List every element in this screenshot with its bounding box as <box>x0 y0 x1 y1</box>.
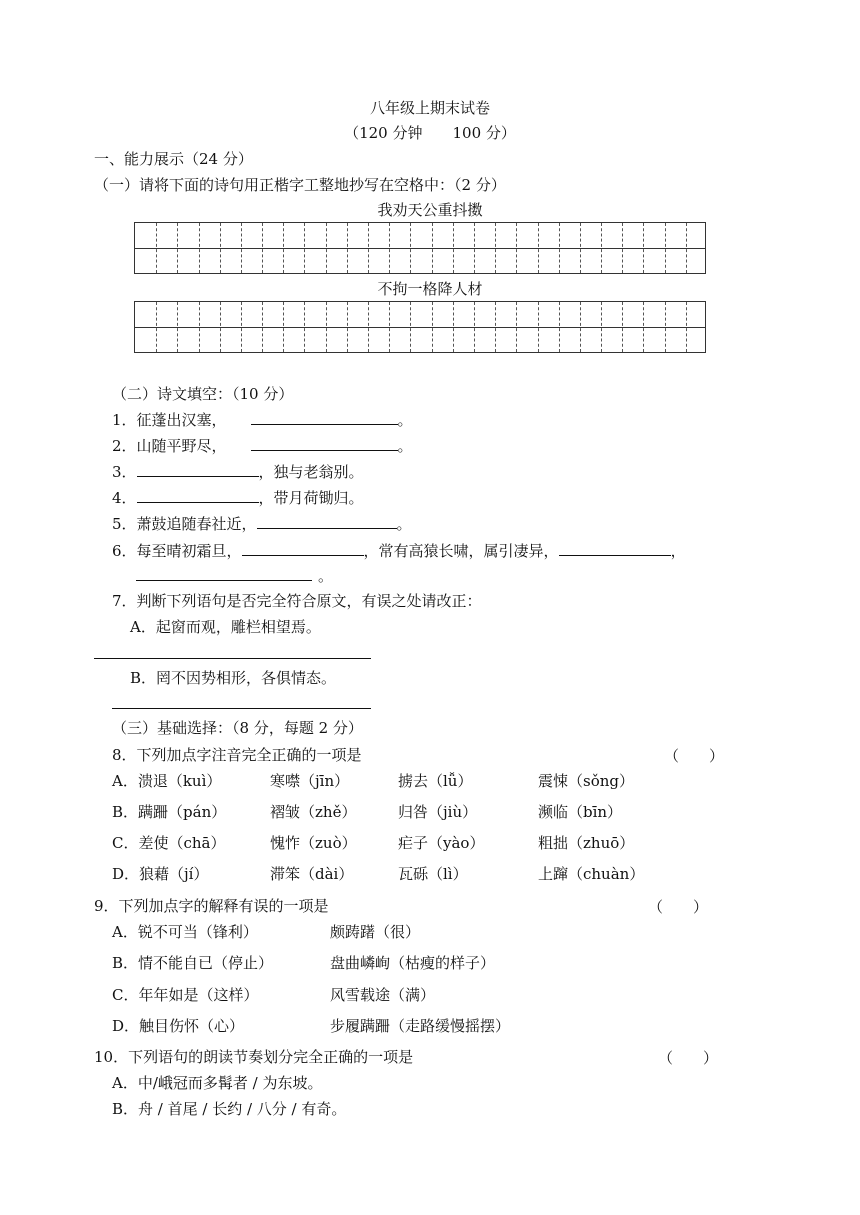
grid-divider <box>580 302 581 352</box>
grid-divider <box>686 223 687 273</box>
part3-heading: （三）基础选择：（8 分，每题 2 分） <box>112 719 363 737</box>
grid-divider <box>410 302 411 352</box>
grid-divider <box>326 302 327 352</box>
question-5 <box>112 514 412 534</box>
writing-grid-1[interactable] <box>134 222 706 274</box>
question-9-option-a-item-1: A．锐不可当（锋利） <box>112 923 258 941</box>
grid-divider <box>241 223 242 273</box>
part1-heading: （一）请将下面的诗句用正楷字工整地抄写在空格中：（2 分） <box>94 176 506 194</box>
answer-blank-6a[interactable] <box>242 541 364 556</box>
grid-divider <box>156 302 157 352</box>
copy-line-1: 我劝天公重抖擞 <box>377 201 483 219</box>
grid-divider <box>262 223 263 273</box>
grid-divider <box>199 223 200 273</box>
answer-blank-6b[interactable] <box>559 541 671 556</box>
grid-divider <box>389 302 390 352</box>
question-10-option-a: A．中/峨冠而多髯者 / 为东坡。 <box>112 1074 323 1092</box>
question-9-option-c-item-2: 风雪载途（满） <box>330 986 436 1004</box>
grid-divider <box>643 302 644 352</box>
question-5-text: 5．萧鼓追随春社近， <box>112 515 257 533</box>
grid-divider <box>177 223 178 273</box>
answer-blank-2[interactable] <box>251 436 398 451</box>
grid-divider <box>283 302 284 352</box>
answer-blank-3[interactable] <box>137 462 259 477</box>
question-8-option-c-item-4: 粗拙（zhuō） <box>538 834 635 852</box>
question-9-option-c-item-1: C．年年如是（这样） <box>112 986 259 1004</box>
question-2-text: 2．山随平野尽， <box>112 437 227 455</box>
grid-divider <box>622 223 623 273</box>
question-9-option-a-item-2: 颇踌躇（很） <box>330 923 421 941</box>
question-9: 9．下列加点字的解释有误的一项是 <box>94 897 329 915</box>
question-6-cont <box>136 566 333 586</box>
grid-divider <box>601 302 602 352</box>
grid-divider <box>304 223 305 273</box>
answer-paren-8[interactable]: （ ） <box>664 747 725 765</box>
grid-divider <box>580 223 581 273</box>
question-6-text-2: ，常有高猿长啸，属引凄异， <box>363 542 559 560</box>
question-6-text: 6．每至晴初霜旦， <box>112 542 242 560</box>
question-9-option-b-item-1: B．情不能自已（停止） <box>112 954 274 972</box>
question-7b: B．罔不因势相形，各俱情态。 <box>130 669 337 687</box>
grid-divider <box>601 223 602 273</box>
question-4-text: ，带月荷锄归。 <box>258 489 364 507</box>
grid-divider <box>326 223 327 273</box>
question-10-option-b: B．舟 / 首尾 / 长约 / 八分 / 有奇。 <box>112 1100 347 1118</box>
grid-divider <box>368 302 369 352</box>
grid-divider <box>304 302 305 352</box>
question-1 <box>112 410 413 430</box>
grid-divider <box>241 302 242 352</box>
question-8-option-c-item-3: 疟子（yào） <box>398 834 485 852</box>
grid-divider <box>665 223 666 273</box>
question-8-option-a-item-4: 震悚（sǒng） <box>538 772 634 790</box>
grid-divider <box>559 223 560 273</box>
comma: ， <box>670 542 686 560</box>
grid-divider <box>538 302 539 352</box>
grid-divider <box>453 223 454 273</box>
answer-line-7b[interactable] <box>112 708 371 709</box>
question-8-option-d-item-1: D．狼藉（jí） <box>112 865 209 883</box>
grid-divider <box>262 302 263 352</box>
grid-divider <box>220 302 221 352</box>
answer-blank-4[interactable] <box>137 488 259 503</box>
exam-title: 八年级上期末试卷 <box>369 99 490 117</box>
grid-divider <box>538 223 539 273</box>
answer-paren-10[interactable]: （ ） <box>658 1049 719 1067</box>
question-3-text: ，独与老翁别。 <box>258 463 364 481</box>
grid-divider <box>347 302 348 352</box>
question-4 <box>112 488 364 508</box>
question-4-number: 4． <box>112 489 137 507</box>
grid-divider <box>220 223 221 273</box>
grid-divider <box>665 302 666 352</box>
question-8-option-c-item-1: C．差使（chā） <box>112 834 226 852</box>
writing-grid-2[interactable] <box>134 301 706 353</box>
grid-divider <box>495 223 496 273</box>
grid-divider <box>199 302 200 352</box>
period: 。 <box>318 567 334 585</box>
question-3-number: 3． <box>112 463 137 481</box>
question-7a: A．起窗而观，雕栏相望焉。 <box>130 618 321 636</box>
question-9-option-d-item-1: D．触目伤怀（心） <box>112 1017 245 1035</box>
grid-divider <box>347 223 348 273</box>
question-8-option-b-item-3: 归咎（jiù） <box>398 803 478 821</box>
grid-divider <box>495 302 496 352</box>
question-7: 7．判断下列语句是否完全符合原文，有误之处请改正： <box>112 592 482 610</box>
grid-divider <box>453 302 454 352</box>
grid-divider <box>516 223 517 273</box>
grid-divider <box>283 223 284 273</box>
question-8-option-d-item-2: 滞笨（dài） <box>270 865 354 883</box>
question-9-option-d-item-2: 步履蹒跚（走路缓慢摇摆） <box>330 1017 511 1035</box>
question-6 <box>112 541 686 561</box>
answer-paren-9[interactable]: （ ） <box>648 898 709 916</box>
grid-divider <box>686 302 687 352</box>
grid-divider <box>410 223 411 273</box>
question-10: 10．下列语句的朗读节奏划分完全正确的一项是 <box>94 1048 414 1066</box>
question-8-option-b-item-2: 褶皱（zhě） <box>270 803 357 821</box>
question-3 <box>112 462 364 482</box>
period: 。 <box>396 515 412 533</box>
question-8-option-d-item-3: 瓦砾（lì） <box>398 865 468 883</box>
period: 。 <box>397 437 413 455</box>
question-8-option-d-item-4: 上蹿（chuàn） <box>538 865 645 883</box>
period: 。 <box>397 411 413 429</box>
exam-subtitle: （120 分钟 100 分） <box>344 124 516 142</box>
question-2 <box>112 436 413 456</box>
question-9-option-b-item-2: 盘曲嶙峋（枯瘦的样子） <box>330 954 496 972</box>
part2-heading: （二）诗文填空：（10 分） <box>112 385 294 403</box>
section-heading: 一、能力展示（24 分） <box>94 150 253 168</box>
grid-divider <box>643 223 644 273</box>
grid-divider <box>559 302 560 352</box>
grid-divider <box>368 223 369 273</box>
grid-divider <box>389 223 390 273</box>
answer-blank-5[interactable] <box>257 514 397 529</box>
grid-divider <box>432 302 433 352</box>
question-8-option-b-item-4: 濒临（bīn） <box>538 803 623 821</box>
copy-line-2: 不拘一格降人材 <box>377 280 483 298</box>
grid-divider <box>474 223 475 273</box>
question-1-text: 1．征蓬出汉塞， <box>112 411 227 429</box>
question-8: 8．下列加点字注音完全正确的一项是 <box>112 746 362 764</box>
question-8-option-a-item-1: A．溃退（kuì） <box>112 772 222 790</box>
grid-divider <box>622 302 623 352</box>
answer-blank-6c[interactable] <box>136 566 312 581</box>
grid-divider <box>474 302 475 352</box>
grid-divider <box>432 223 433 273</box>
answer-line-7a[interactable] <box>94 658 371 659</box>
grid-divider <box>156 223 157 273</box>
question-8-option-c-item-2: 愧怍（zuò） <box>270 834 357 852</box>
grid-divider <box>177 302 178 352</box>
question-8-option-a-item-3: 掳去（lǚ） <box>398 772 473 790</box>
grid-divider <box>516 302 517 352</box>
answer-blank-1[interactable] <box>251 410 398 425</box>
question-8-option-b-item-1: B．蹒跚（pán） <box>112 803 227 821</box>
question-8-option-a-item-2: 寒噤（jīn） <box>270 772 350 790</box>
